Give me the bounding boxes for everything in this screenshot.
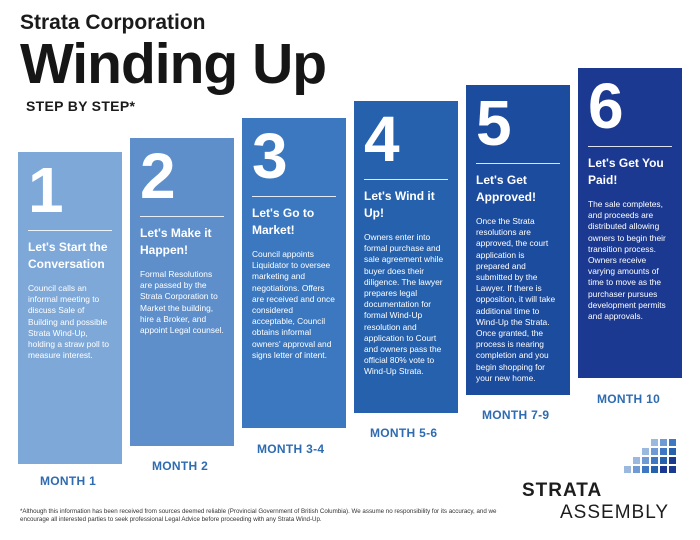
step-body: Council calls an informal meeting to discuss Sale of Building and possible Strata Wind-Up, holding a straw poll to measure interest. (28, 283, 110, 361)
step-heading: Let's Make it Happen! (140, 226, 212, 257)
header (20, 10, 326, 114)
brand-name-strata: STRATA (522, 480, 603, 501)
step-body: Once the Strata resolutions are approved, the court application is prepared and submitted by the Lawyer. If there is opposition, it will take additional time to Wind-Up the Strata. Once granted, the process is nearing completion and you begin shopping for your new home. (476, 216, 556, 383)
step-heading: Let's Get Approved! (476, 173, 536, 204)
step-6-month: MONTH 10 (597, 392, 661, 406)
step-body: The sale completes, and proceeds are distributed allowing owners to begin their transition process. Owners receive varying amounts of time to move as the purchaser pursues development permits and approvals. (588, 199, 666, 322)
page-title: Winding Up (20, 32, 327, 96)
step-1-card (18, 152, 122, 464)
step-3-card (242, 118, 346, 428)
step-heading: Let's Wind it Up! (364, 189, 435, 220)
subtitle: Strata Corporation (20, 11, 206, 34)
disclaimer-footnote: *Although this information has been received from sources deemed reliable (Provincial Government of British Columbia). We assume no responsibility for its accuracy, and we encourage all interested parties to seek professional Legal Advice before proceeding with any Strata Wind-Up. (20, 508, 497, 523)
step-3-month: MONTH 3-4 (257, 442, 325, 456)
step-number: 6 (588, 70, 624, 142)
divider (140, 216, 224, 217)
divider (28, 230, 112, 231)
divider (364, 179, 448, 180)
step-5-card (466, 85, 570, 395)
step-number: 1 (28, 154, 64, 226)
step-heading: Let's Go to Market! (252, 206, 315, 237)
step-body: Council appoints Liquidator to oversee marketing and negotiations. Offers are received and once considered acceptable, Council obtains informal owners' approval and signs letter of intent. (252, 249, 335, 360)
step-body: Formal Resolutions are passed by the Strata Corporation to Market the building, hire a Broker, and appoint Legal counsel. (140, 269, 224, 336)
step-heading: Let's Start the Conversation (28, 240, 108, 271)
step-number: 5 (476, 87, 512, 159)
step-2-card (130, 138, 234, 446)
step-number: 2 (140, 140, 176, 212)
step-number: 3 (252, 120, 288, 192)
step-heading: Let's Get You Paid! (588, 156, 664, 187)
step-5-month: MONTH 7-9 (482, 408, 550, 422)
step-4-card (354, 101, 458, 413)
divider (252, 196, 336, 197)
step-2-month: MONTH 2 (152, 459, 209, 473)
step-body: Owners enter into formal purchase and sale agreement while buyer does their diligence. The lawyer prepares legal documentation for formal Wind-Up resolution and application to Court and owners pass the official 80% vote to Wind-Up Strata. (364, 232, 444, 377)
brand-name-assembly: ASSEMBLY (560, 502, 670, 523)
step-6-card (578, 68, 682, 378)
step-number: 4 (364, 103, 400, 175)
step-4-month: MONTH 5-6 (370, 426, 438, 440)
step-1-month: MONTH 1 (40, 474, 97, 488)
divider (588, 146, 672, 147)
tagline: STEP BY STEP* (26, 98, 136, 114)
divider (476, 163, 560, 164)
